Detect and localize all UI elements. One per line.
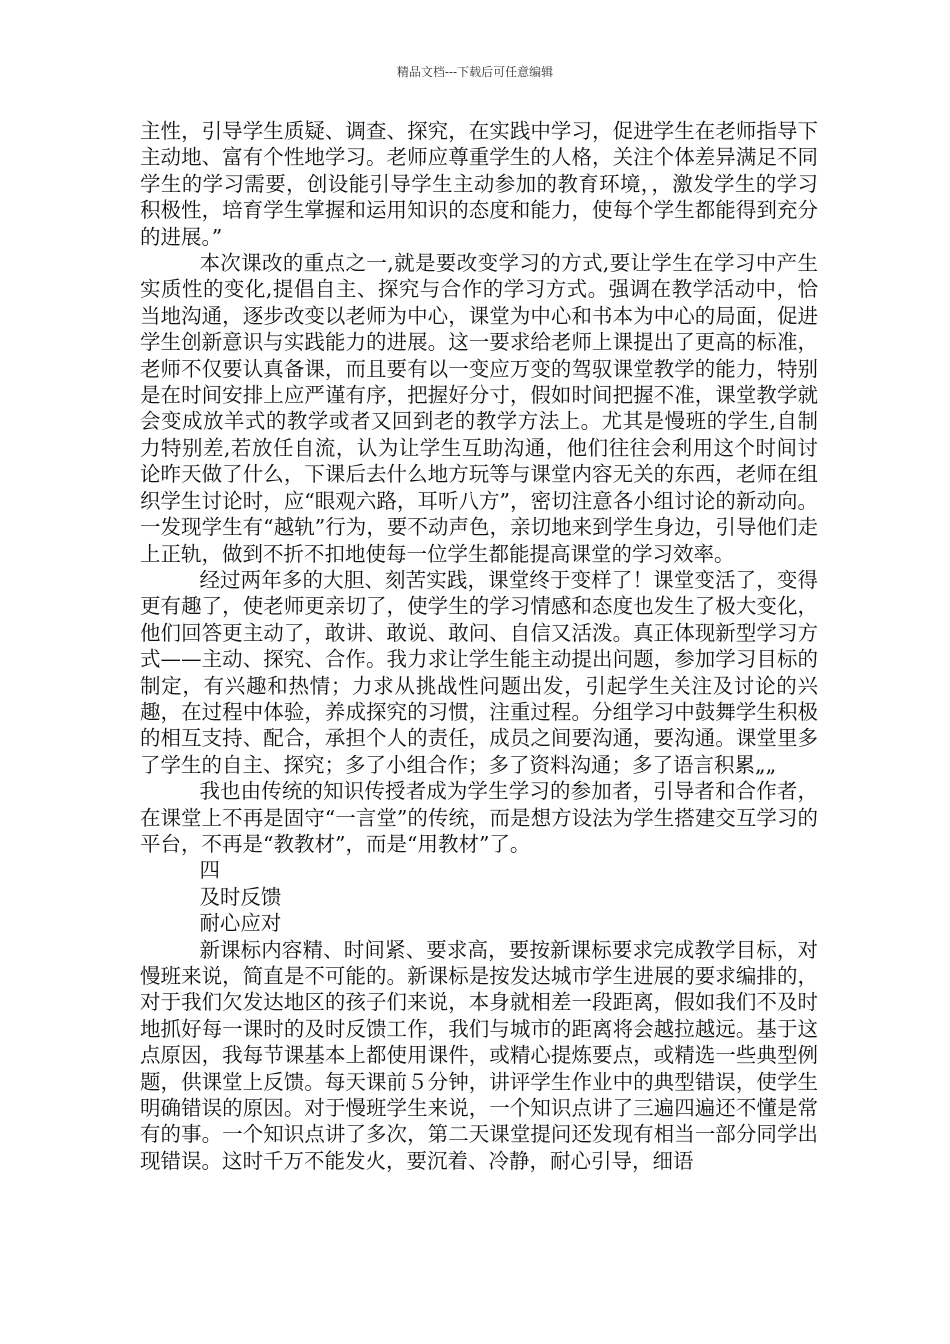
document-body (140, 118, 818, 1174)
paragraph-classroom-change: 经过两年多的大胆、刻苦实践，课堂终于变样了！课堂变活了，变得更有趣了，使老师更亲切了，使学生的学习情感和态度也发生了极大变化，他们回答更主动了，敢讲、敢说、敢问、自信又活泼。真正体现新型学习方式——主动、探究、合作。我力求让学生能主动提出问题，参加学习目标的制定，有兴趣和热情；力求从挑战性问题出发，引起学生关注及讨论的兴趣，在过程中体验，养成探究的习惯，注重过程。分组学习中鼓舞学生积极的相互支持、配合，承担个人的责任，成员之间要沟通，要沟通。课堂里多了学生的自主、探究；多了小组合作；多了资料沟通；多了语言积累„„ (140, 567, 818, 777)
section-title-line-1: 及时反馈 (199, 884, 282, 909)
section-title-line-2: 耐心应对 (199, 911, 282, 936)
paragraph-teacher-role: 我也由传统的知识传授者成为学生学习的参加者，引导者和合作者，在课堂上不再是固守“一言堂”的传统，而是想方设法为学生搭建交互学习的平台，不再是“教教材”，而是“用教材”了。 (140, 779, 818, 856)
paragraph-curriculum-reform: 本次课改的重点之一,就是要改变学习的方式,要让学生在学习中产生实质性的变化,提倡自主、探究与合作的学习方式。强调在教学活动中，恰当地沟通，逐步改变以老师为中心，课堂为中心和书本为中心的局面，促进学生创新意识与实践能力的进展。这一要求给老师上课提出了更高的标准，老师不仅要认真备课，而且要有以一变应万变的驾驭课堂教学的能力，特别是在时间安排上应严谨有序，把握好分寸，假如时间把握不准，课堂教学就会变成放羊式的教学或者又回到老的教学方法上。尤其是慢班的学生,自制力特别差,若放任自流，认为让学生互助沟通，他们往往会利用这个时间讨论昨天做了什么，下课后去什么地方玩等与课堂内容无关的东西，老师在组织学生讨论时，应“眼观六路，耳听八方”，密切注意各小组讨论的新动向。一发现学生有“越轨”行为，要不动声色，亲切地来到学生身边，引导他们走上正轨，做到不折不扣地使每一位学生都能提高课堂的学习效率。 (140, 251, 818, 566)
paragraph-feedback: 新课标内容精、时间紧、要求高，要按新课标要求完成教学目标，对慢班来说，简直是不可能的。新课标是按发达城市学生进展的要求编排的，对于我们欠发达地区的孩子们来说，本身就相差一段距离，假如我们不及时地抓好每一课时的及时反馈工作，我们与城市的距离将会越拉越远。基于这点原因，我每节课基本上都使用课件，或精心提炼要点，或精选一些典型例题，供课堂上反馈。每天课前５分钟，讲评学生作业中的典型错误，使学生明确错误的原因。对于慢班学生来说，一个知识点讲了三遍四遍还不懂是常有的事。一个知识点讲了多次，第二天课堂提问还发现有相当一部分同学出现错误。这时千万不能发火，要沉着、冷静，耐心引导，细语 (140, 937, 818, 1173)
paragraph-continuation: 主性，引导学生质疑、调查、探究，在实践中学习，促进学生在老师指导下主动地、富有个性地学习。老师应尊重学生的人格，关注个体差异满足不同学生的学习需要，创设能引导学生主动参加的教育环境，，激发学生的学习积极性，培育学生掌握和运用知识的态度和能力，使每个学生都能得到充分的进展。” (140, 119, 818, 249)
section-number: 四 (199, 858, 220, 883)
page-header: 精品文档---下载后可任意编辑 (396, 65, 554, 79)
